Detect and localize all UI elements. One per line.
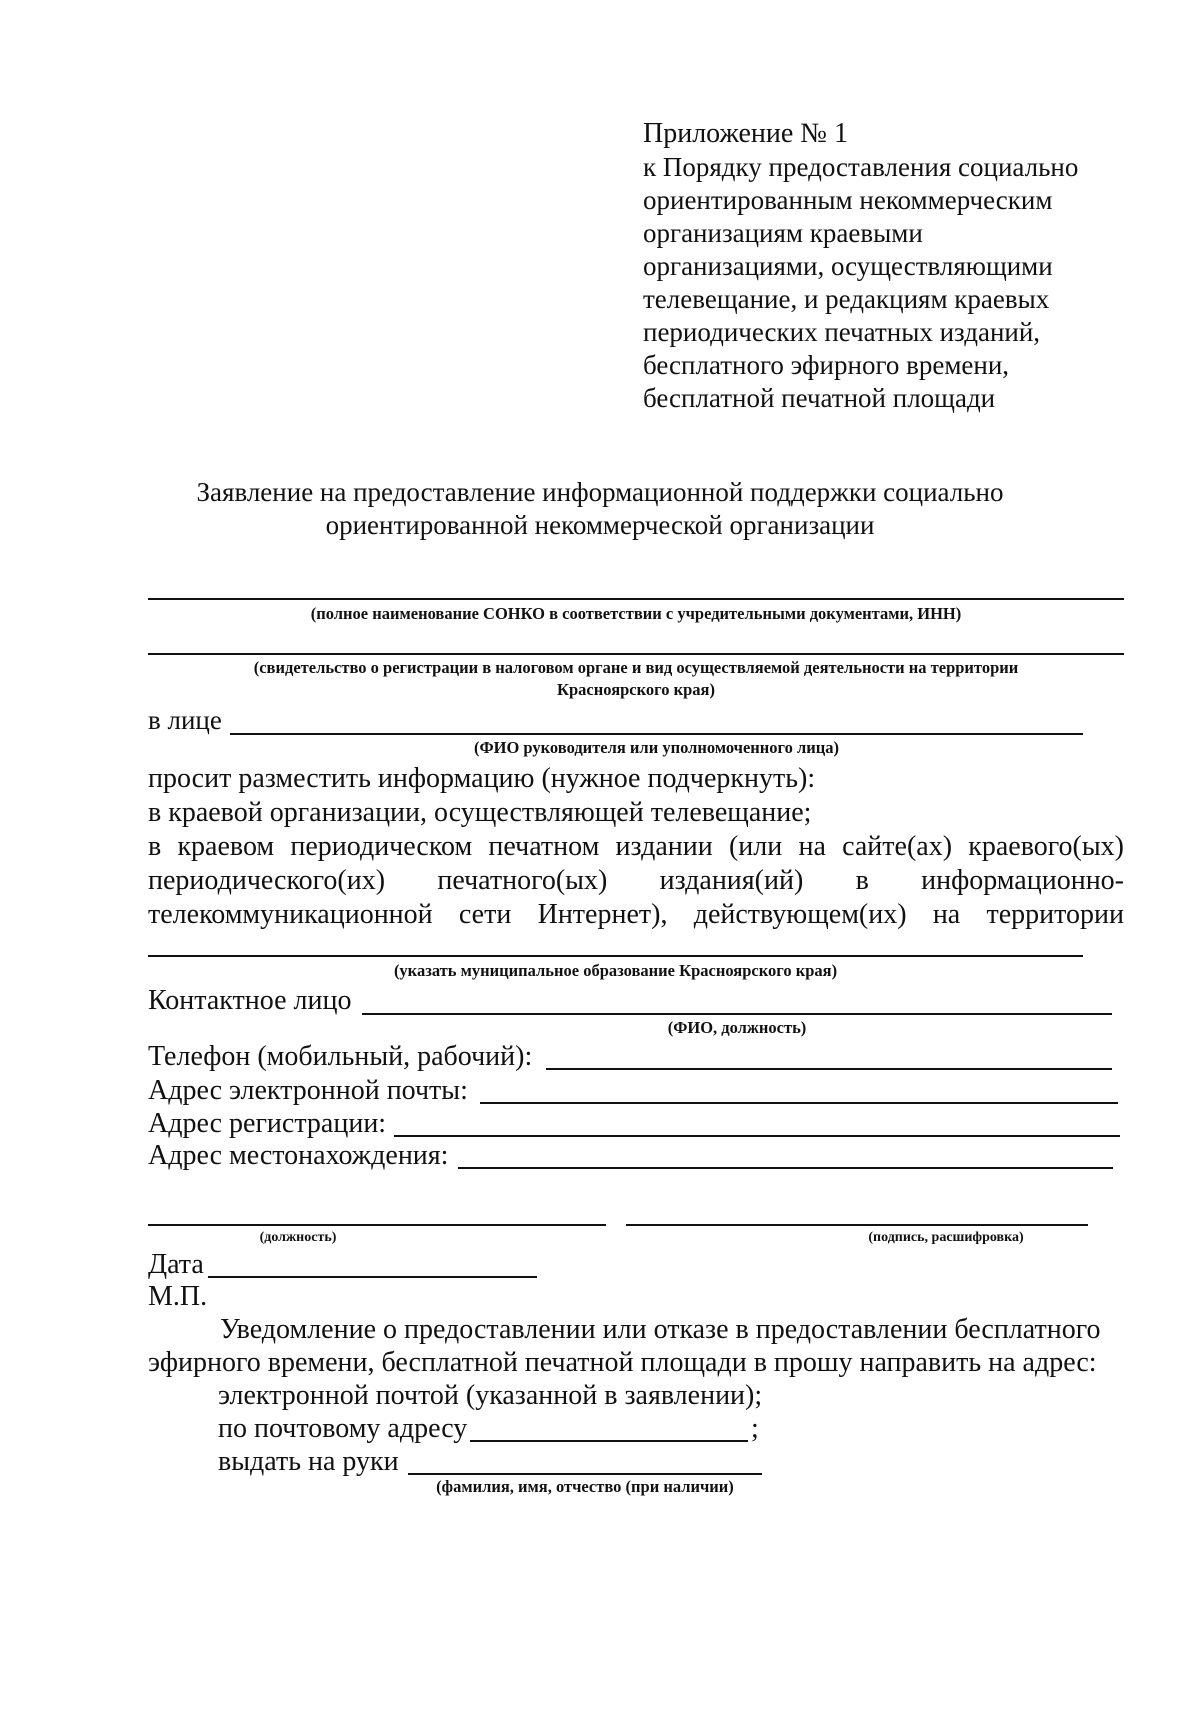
date-label: Дата xyxy=(148,1249,204,1280)
option-post-end: ; xyxy=(751,1413,759,1444)
phone-line xyxy=(546,1068,1112,1070)
request-line-4: периодического(их) печатного(ых) издания(ий) в информационно- xyxy=(148,865,1124,896)
signature-line xyxy=(626,1224,1088,1226)
email-label: Адрес электронной почты: xyxy=(148,1075,468,1106)
post-address-line xyxy=(470,1440,748,1442)
hand-caption: (фамилия, имя, отчество (при наличии) xyxy=(436,1477,734,1496)
email-line xyxy=(480,1102,1118,1104)
seal-label: М.П. xyxy=(148,1281,208,1312)
date-line xyxy=(208,1276,537,1278)
notification-line-2: эфирного времени, бесплатной печатной площади в прошу направить на адрес: xyxy=(148,1347,1097,1378)
phone-label: Телефон (мобильный, рабочий): xyxy=(148,1041,533,1072)
position-line xyxy=(148,1224,606,1226)
location-address-line xyxy=(458,1167,1113,1169)
request-line-3: в краевом периодическом печатном издании (или на сайте(ах) краевого(ых) xyxy=(148,831,1124,862)
appendix-line-1: к Порядку предоставления социально xyxy=(643,152,1079,182)
municipality-line xyxy=(148,955,1083,957)
option-post: по почтовому адресу xyxy=(218,1413,468,1444)
request-line-2: в краевой организации, осуществляющей телевещание; xyxy=(148,797,812,828)
appendix-line-7: бесплатного эфирного времени, xyxy=(643,350,1010,380)
appendix-title: Приложение № 1 xyxy=(643,118,848,149)
contact-caption: (ФИО, должность) xyxy=(667,1018,807,1037)
appendix-line-8: бесплатной печатной площади xyxy=(643,383,996,413)
contact-label: Контактное лицо xyxy=(148,985,352,1016)
in-person-label: в лице xyxy=(148,705,222,735)
full-name-caption: (полное наименование СОНКО в соответствии с учредительными документами, ИНН) xyxy=(310,604,962,623)
location-address-label: Адрес местонахождения: xyxy=(148,1140,449,1171)
registration-caption-1: (свидетельство о регистрации в налоговом органе и вид осуществляемой деятельности на территории xyxy=(253,658,1019,677)
heading-line-2: ориентированной некоммерческой организации xyxy=(325,510,875,540)
registration-line xyxy=(148,653,1124,655)
appendix-line-4: организациями, осуществляющими xyxy=(643,251,1053,281)
appendix-line-6: периодических печатных изданий, xyxy=(643,317,1041,347)
municipality-caption: (указать муниципальное образование Красноярского края) xyxy=(393,961,838,980)
option-hand: выдать на руки xyxy=(218,1446,399,1477)
registration-address-label: Адрес регистрации: xyxy=(148,1108,387,1139)
signature-caption: (подпись, расшифровка) xyxy=(868,1230,1024,1245)
appendix-line-2: ориентированным некоммерческим xyxy=(643,185,1053,215)
request-line-1: просит разместить информацию (нужное подчеркнуть): xyxy=(148,763,816,794)
position-caption: (должность) xyxy=(259,1230,337,1245)
registration-caption-2: Красноярского края) xyxy=(557,680,715,699)
registration-address-line xyxy=(394,1135,1120,1137)
full-name-line xyxy=(148,598,1124,600)
heading-line-1: Заявление на предоставление информационной поддержки социально xyxy=(196,477,1004,507)
appendix-line-5: телевещание, и редакциям краевых xyxy=(643,284,1050,314)
hand-line xyxy=(408,1473,762,1475)
request-line-5: телекоммуникационной сети Интернет), действующем(их) на территории xyxy=(148,899,1124,930)
in-person-line xyxy=(230,733,1083,735)
notification-line-1: Уведомление о предоставлении или отказе в предоставлении бесплатного xyxy=(220,1314,1101,1345)
contact-line xyxy=(362,1013,1112,1015)
in-person-caption: (ФИО руководителя или уполномоченного лица) xyxy=(473,738,840,757)
appendix-line-3: организациям краевыми xyxy=(643,218,923,248)
option-email: электронной почтой (указанной в заявлении); xyxy=(218,1380,763,1411)
